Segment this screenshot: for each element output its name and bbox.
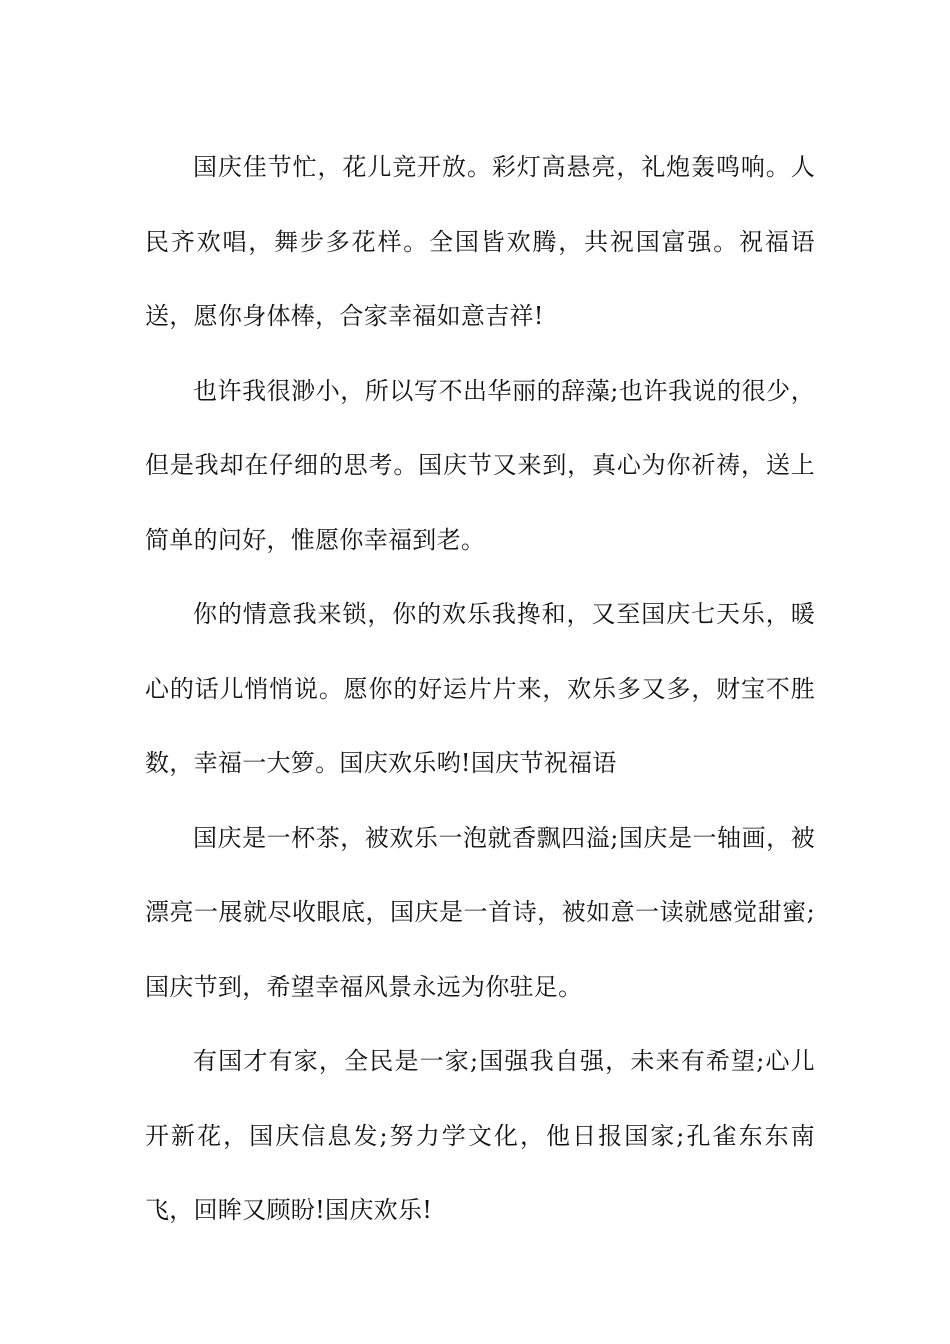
paragraph-4: 国庆是一杯茶，被欢乐一泡就香飘四溢;国庆是一轴画，被漂亮一展就尽收眼底，国庆是一首诗，被如意一读就感觉甜蜜;国庆节到，希望幸福风景永远为你驻足。: [145, 823, 815, 1001]
paragraph-2: 也许我很渺小，所以写不出华丽的辞藻;也许我说的很少，但是我却在仔细的思考。国庆节又来到，真心为你祈祷，送上简单的问好，惟愿你幸福到老。: [145, 376, 815, 554]
document-body: [145, 130, 815, 1248]
paragraph-5: 有国才有家，全民是一家;国强我自强，未来有希望;心儿开新花，国庆信息发;努力学文化，他日报国家;孔雀东东南飞，回眸又顾盼!国庆欢乐!: [145, 1047, 815, 1224]
paragraph-1: 国庆佳节忙，花儿竞开放。彩灯高悬亮，礼炮轰鸣响。人民齐欢唱，舞步多花样。全国皆欢腾，共祝国富强。祝福语送，愿你身体棒，合家幸福如意吉祥!: [145, 153, 815, 330]
paragraph-3: 你的情意我来锁，你的欢乐我搀和，又至国庆七天乐，暖心的话儿悄悄说。愿你的好运片片来，欢乐多又多，财宝不胜数，幸福一大箩。国庆欢乐哟!国庆节祝福语: [145, 600, 815, 777]
